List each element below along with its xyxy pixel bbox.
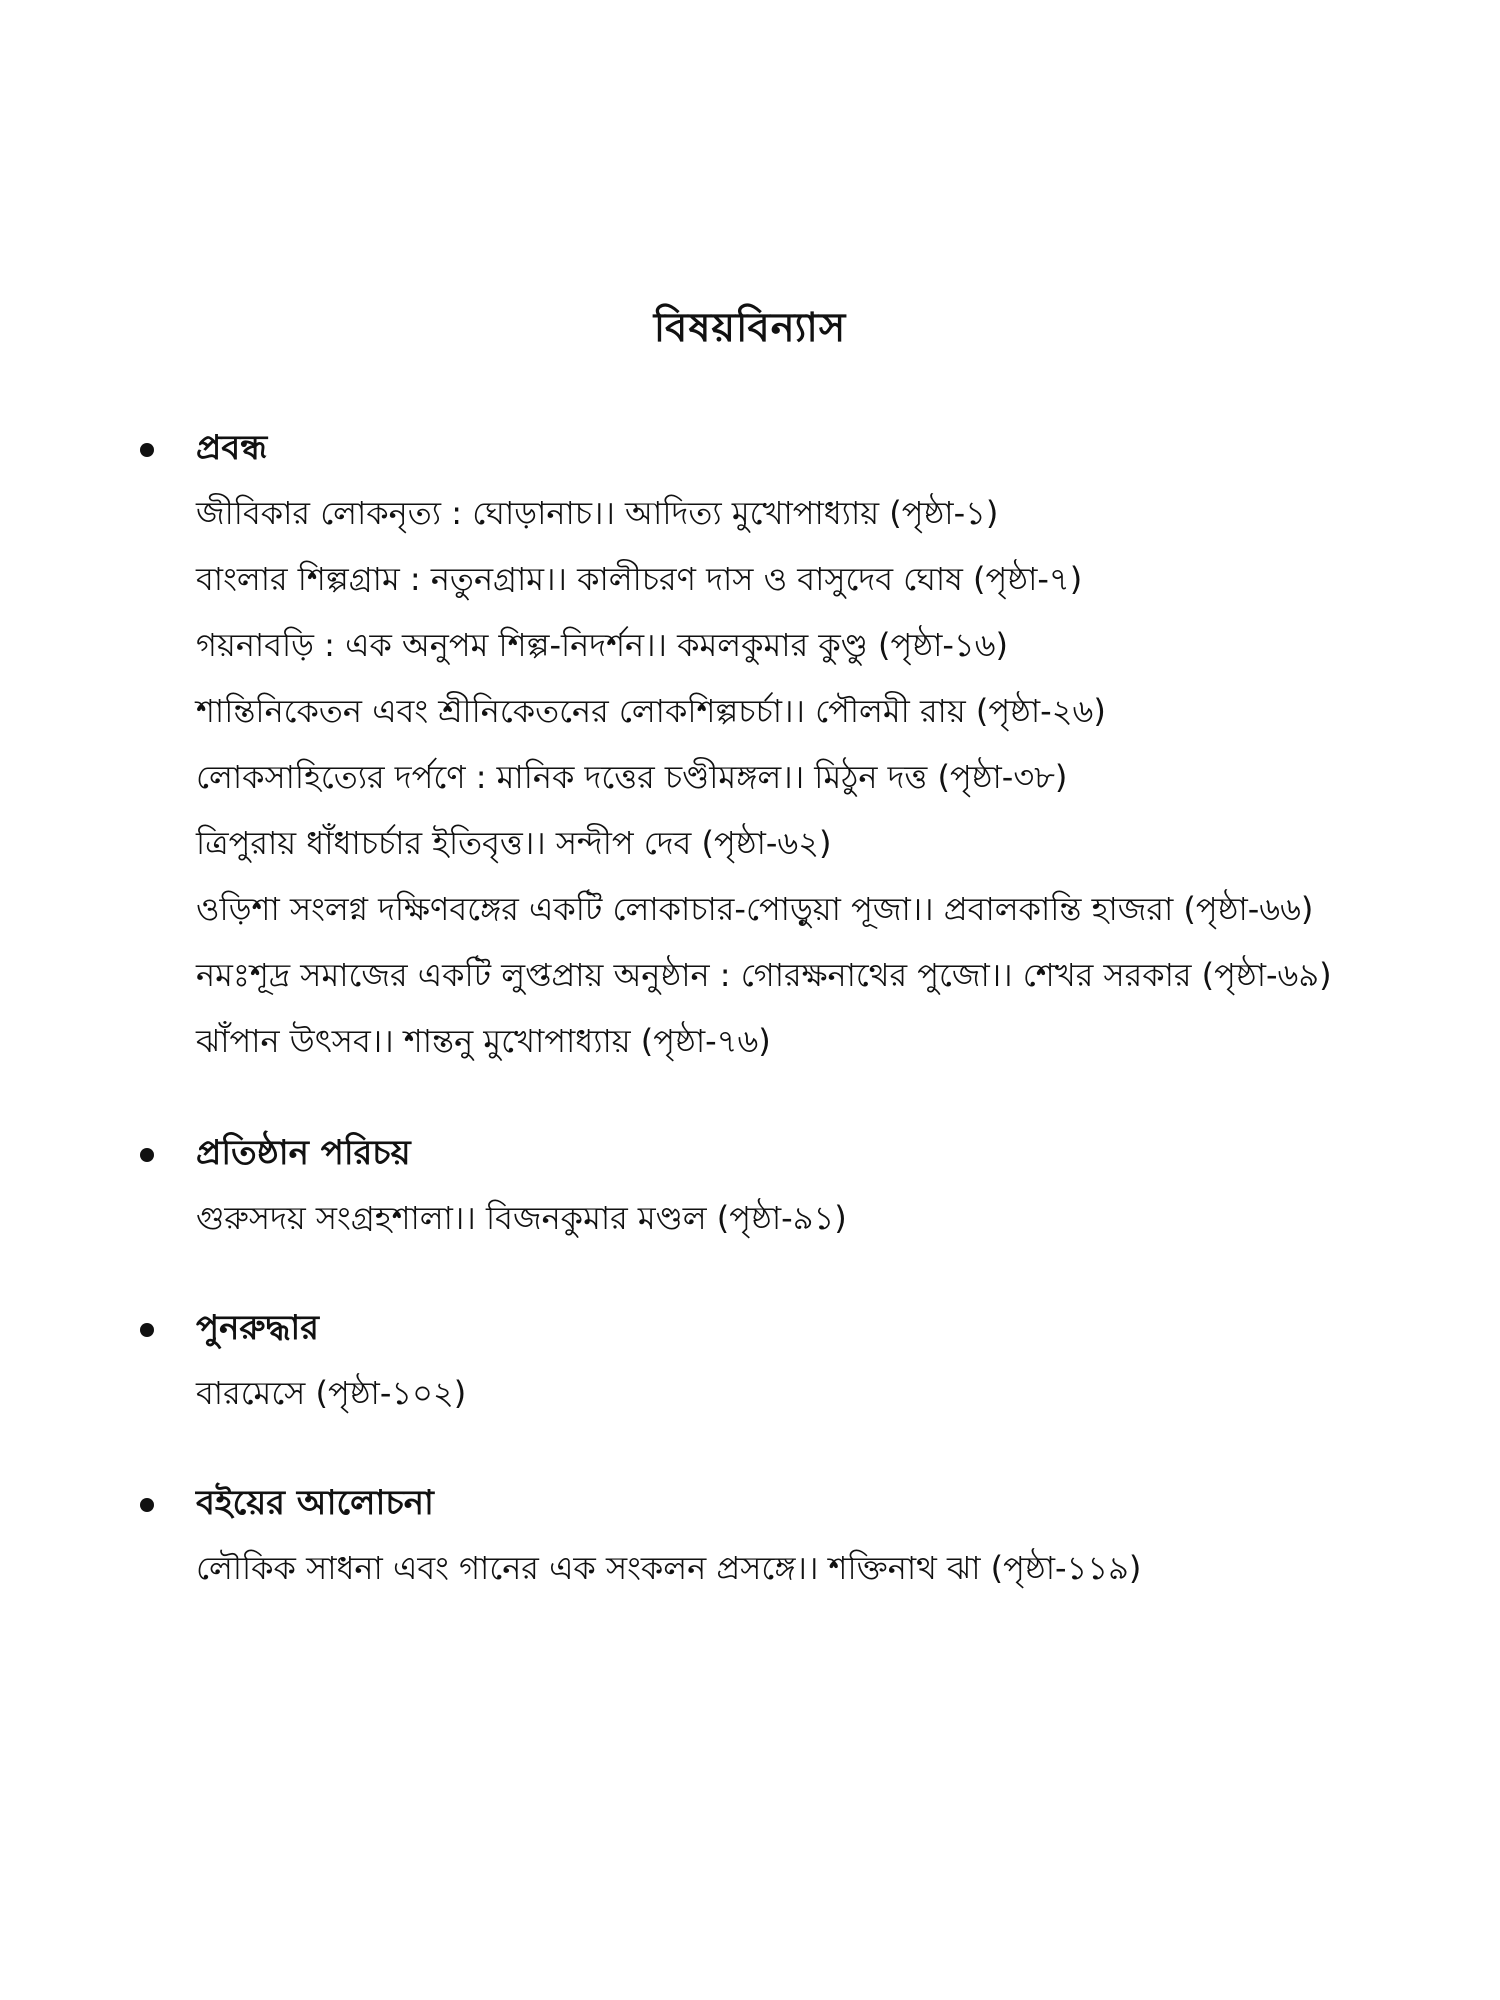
entry-list	[196, 480, 1440, 1074]
section-prabandha	[140, 420, 1440, 1074]
section-heading	[140, 1475, 1440, 1535]
toc-entry: শান্তিনিকেতন এবং শ্রীনিকেতনের লোকশিল্পচর্চা।। পৌলমী রায় (পৃষ্ঠা-২৬)	[196, 692, 1106, 730]
section-title: বইয়ের আলোচনা	[196, 1482, 434, 1523]
toc-entry: ঝাঁপান উৎসব।। শান্তনু মুখোপাধ্যায় (পৃষ্ঠা-৭৬)	[196, 1022, 771, 1060]
entry-list	[196, 1535, 1440, 1601]
entry-list	[196, 1185, 1440, 1251]
toc-entry: গুরুসদয় সংগ্রহশালা।। বিজনকুমার মণ্ডল (পৃষ্ঠা-৯১)	[196, 1199, 847, 1237]
toc-entry: লোকসাহিত্যের দর্পণে : মানিক দত্তের চণ্ডীমঙ্গল।। মিঠুন দত্ত (পৃষ্ঠা-৩৮)	[196, 758, 1068, 796]
section-punaruddhar	[140, 1300, 1440, 1426]
section-title: প্রতিষ্ঠান পরিচয়	[196, 1132, 411, 1173]
section-heading	[140, 420, 1440, 480]
toc-entry: ত্রিপুরায় ধাঁধাচর্চার ইতিবৃত্ত।। সন্দীপ দেব (পৃষ্ঠা-৬২)	[196, 824, 832, 862]
entry-list	[196, 1360, 1440, 1426]
toc-entry: বাংলার শিল্পগ্রাম : নতুনগ্রাম।। কালীচরণ দাস ও বাসুদেব ঘোষ (পৃষ্ঠা-৭)	[196, 560, 1083, 598]
section-pratishthan-parichay	[140, 1125, 1440, 1251]
toc-entry: নমঃশূদ্র সমাজের একটি লুপ্তপ্রায় অনুষ্ঠান : গোরক্ষনাথের পুজো।। শেখর সরকার (পৃষ্ঠা-৬৯)	[196, 956, 1332, 994]
toc-entry: জীবিকার লোকনৃত্য : ঘোড়ানাচ।। আদিত্য মুখোপাধ্যায় (পৃষ্ঠা-১)	[196, 494, 999, 532]
bullet-icon	[140, 1323, 154, 1337]
toc-entry: লৌকিক সাধনা এবং গানের এক সংকলন প্রসঙ্গে।। শক্তিনাথ ঝা (পৃষ্ঠা-১১৯)	[196, 1549, 1142, 1587]
bullet-icon	[140, 1498, 154, 1512]
section-heading	[140, 1300, 1440, 1360]
section-title: পুনরুদ্ধার	[196, 1307, 319, 1348]
toc-entry: গয়নাবড়ি : এক অনুপম শিল্প-নিদর্শন।। কমলকুমার কুণ্ডু (পৃষ্ঠা-১৬)	[196, 626, 1008, 664]
toc-entry: ওড়িশা সংলগ্ন দক্ষিণবঙ্গের একটি লোকাচার-পোড়ুয়া পূজা।। প্রবালকান্তি হাজরা (পৃষ্ঠা-৬৬)	[196, 890, 1314, 928]
bullet-icon	[140, 443, 154, 457]
section-boi-alochona	[140, 1475, 1440, 1601]
section-title: প্রবন্ধ	[196, 427, 268, 468]
section-heading	[140, 1125, 1440, 1185]
page-title: বিষয়বিন্যাস	[653, 305, 847, 351]
bullet-icon	[140, 1148, 154, 1162]
toc-entry: বারমেসে (পৃষ্ঠা-১০২)	[196, 1374, 467, 1412]
